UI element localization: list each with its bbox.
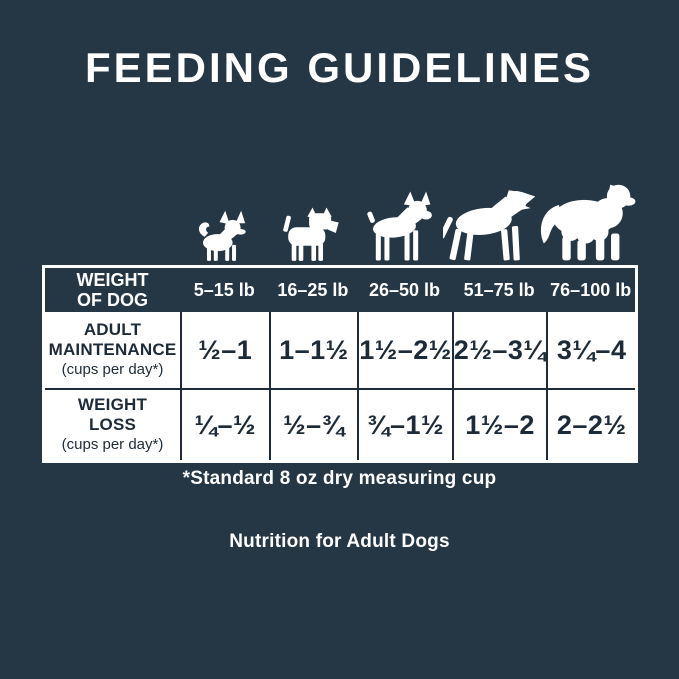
cell-value: ¾–1½ xyxy=(366,409,445,440)
col-header-1: 5–15 lb xyxy=(193,279,255,300)
table-cell xyxy=(452,312,547,388)
table-cell xyxy=(357,388,452,460)
cell-value: 1½–2 xyxy=(465,409,535,440)
feeding-table xyxy=(42,265,638,463)
cell-value: 3¼–4 xyxy=(556,334,627,365)
table-cell xyxy=(357,312,452,388)
chihuahua-icon xyxy=(192,205,255,262)
table-cell xyxy=(180,312,269,388)
corner-line-2: OF DOG xyxy=(77,290,148,310)
row1-label-line-2: MAINTENANCE xyxy=(48,340,177,360)
dog-slot-1 xyxy=(180,205,268,262)
cell-value: 1½–2½ xyxy=(359,334,452,365)
terrier-icon xyxy=(280,204,344,262)
boxer-icon xyxy=(360,190,439,262)
row1-label-line-1: ADULT xyxy=(83,320,142,340)
row-label-adult-maintenance xyxy=(45,312,180,388)
dog-slot-2 xyxy=(268,204,356,262)
page-title: FEEDING GUIDELINES xyxy=(84,44,595,91)
cell-value: ½–¾ xyxy=(283,409,345,440)
cell-value: 1–1½ xyxy=(279,334,349,365)
cell-value: ½–1 xyxy=(198,334,253,365)
table-cell xyxy=(546,388,635,460)
table-cell xyxy=(180,388,269,460)
row2-label-note: (cups per day*) xyxy=(61,436,164,454)
dog-slot-3 xyxy=(355,190,443,262)
table-cell xyxy=(452,388,547,460)
mountain-dog-icon xyxy=(537,178,638,262)
dog-slot-4 xyxy=(443,184,537,262)
cell-value: ¼–½ xyxy=(194,409,257,440)
nutrition-caption: Nutrition for Adult Dogs xyxy=(229,531,450,552)
dog-size-row xyxy=(180,170,638,262)
col-header-4: 51–75 lb xyxy=(463,279,535,300)
col-header-3: 26–50 lb xyxy=(368,279,441,300)
table-cell xyxy=(269,388,358,460)
row1-label-note: (cups per day*) xyxy=(61,361,164,379)
table-corner-header xyxy=(45,268,180,312)
dog-slot-5 xyxy=(537,178,638,262)
cell-value: 2–2½ xyxy=(556,409,627,440)
table-cell xyxy=(269,312,358,388)
rottweiler-icon xyxy=(443,184,537,262)
row2-label-line-1: WEIGHT xyxy=(77,395,148,415)
corner-line-1: WEIGHT xyxy=(76,269,149,290)
row-label-weight-loss xyxy=(45,388,180,460)
col-header-5: 76–100 lb xyxy=(550,279,632,300)
measuring-cup-footnote: *Standard 8 oz dry measuring cup xyxy=(182,468,497,489)
col-header-2: 16–25 lb xyxy=(277,279,349,300)
table-cell xyxy=(546,312,635,388)
row2-label-line-2: LOSS xyxy=(88,415,137,435)
cell-value: 2½–3¼ xyxy=(453,334,547,365)
